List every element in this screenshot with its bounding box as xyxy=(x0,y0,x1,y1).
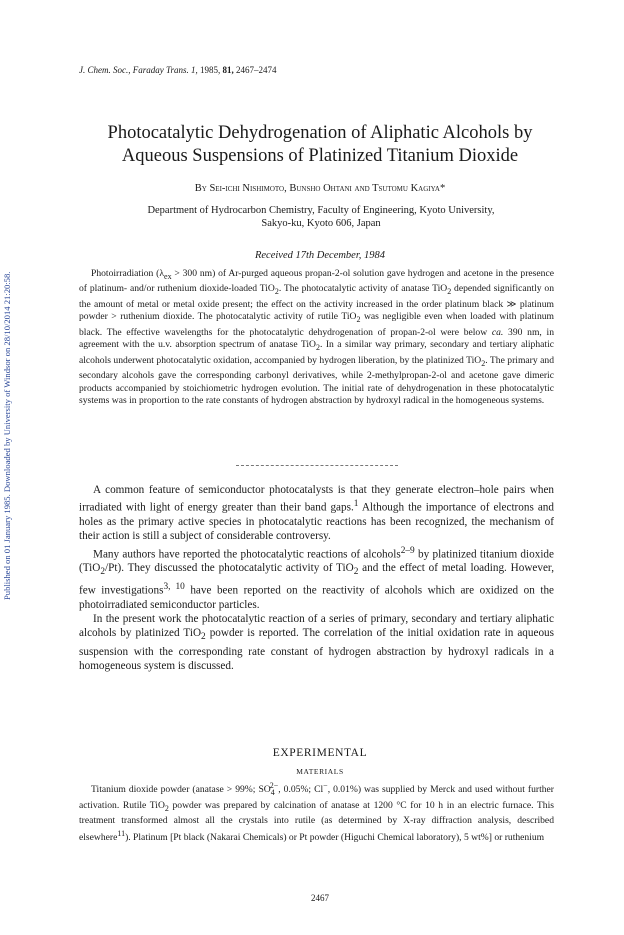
author-list: By Sei-ichi Nishimoto, Bunsho Ohtani and Tsutomu Kagiya* xyxy=(194,183,446,194)
affiliation-line-2: Sakyo-ku, Kyoto 606, Japan xyxy=(261,218,381,229)
journal-volume: 81, xyxy=(222,65,234,75)
download-notice xyxy=(2,150,16,600)
intro-paragraph-1: A common feature of semiconductor photocatalysts is that they generate electron–hole pairs when irradiated with light of energy greater than their band gaps.$^1$ Although the importance of electrons and holes as the primary active species in photocatalytic reactions has been recognized, the mechanism of their action is still a subject of considerable controversy. xyxy=(79,484,554,543)
intro-paragraph-3: In the present work the photocatalytic reaction of a series of primary, secondary and tertiary aliphatic alcohols by platinized TiO$_2$ powder is reported. The correlation of the initial oxidation rate in aqueous suspension with the corresponding rate constant of hydrogen abstraction by hydroxyl radicals in a homogeneous system is discussed. xyxy=(79,613,554,672)
intro-paragraph-2: Many authors have reported the photocatalytic reactions of alcohols$^{2-9}$ by platinized titanium dioxide (TiO$_2$/Pt). They discussed the photocatalytic activity of TiO$_2$ and the effect of metal loading. However, few investigations$^{3, 10}$ have been reported on the reactivity of alcohols which are oxidized on the photoirradiated semiconductor particles. xyxy=(79,545,555,611)
received-date: Received 17th December, 1984 xyxy=(254,250,386,261)
affiliation-line-1: Department of Hydrocarbon Chemistry, Faculty of Engineering, Kyoto University, xyxy=(147,205,495,216)
download-notice-text: Published on 01 January 1985. Downloaded by University of Windsor on 28/10/2014 21:20:58. xyxy=(2,271,12,600)
section-divider xyxy=(236,465,398,466)
title-line-2: Aqueous Suspensions of Platinized Titanium Dioxide xyxy=(121,146,519,166)
journal-name: J. Chem. Soc., Faraday Trans. 1, xyxy=(79,65,198,75)
paper-title xyxy=(40,122,600,168)
journal-pages: 2467–2474 xyxy=(236,65,277,75)
subsection-heading-materials: MATERIALS xyxy=(296,767,344,776)
section-heading-experimental: EXPERIMENTAL xyxy=(272,747,368,759)
page-number: 2467 xyxy=(311,893,329,903)
journal-year: 1985, xyxy=(200,65,221,75)
materials-text xyxy=(79,780,554,844)
abstract xyxy=(79,268,554,408)
journal-citation xyxy=(79,65,277,75)
abstract-paragraph: Photoirradiation ($\lambda_{ex} > 300$ nm) of Ar-purged aqueous propan-2-ol solution gave hydrogen and acetone in the presence of platinum- and/or ruthenium dioxide-loaded TiO$_2$. The photocatalytic activity of anatase TiO$_2$ depended significantly on the amount of metal or metal oxide present; the effect on the activity increased in the order platinum black ≫ platinum powder > ruthenium dioxide. The photocatalytic activity of rutile TiO$_2$ was negligible even when loaded with platinum black. The effective wavelengths for the photocatalytic dehydrogenation of propan-2-ol were below ca. 390 nm, in agreement with the u.v. absorption spectrum of anatase TiO$_2$. In a similar way primary, secondary and tertiary aliphatic alcohols underwent photocatalytic oxidation, accompanied by hydrogen liberation, by the platinized TiO$_2$. The primary and secondary alcohols gave the corresponding carbonyl derivatives, while 2-methylpropan-2-ol and acetone gave dimeric products accompanied by stoichiometric hydrogen evolution. The initial rate of dehydrogenation in these photocatalytic systems was in proportion to the rate constants of hydrogen abstraction by hydroxyl radical in the homogeneous systems. xyxy=(79,268,555,407)
introduction xyxy=(79,483,554,673)
title-line-1: Photocatalytic Dehydrogenation of Aliphatic Alcohols by xyxy=(107,123,533,143)
affiliation xyxy=(86,204,556,230)
materials-paragraph: Titanium dioxide powder (anatase > 99%; $SO_4^{2-}$, 0.05%; Cl−, 0.01%) was supplied by Merck and used without further activation. Rutile TiO$_2$ powder was prepared by calcination of anatase at 1200 °C for 10 h in an electric furnace. This treatment transformed almost all the crystals into rutile (as determined by X-ray diffraction analysis, described elsewhere$^{11}$). Platinum [Pt black (Nakarai Chemicals) or Pt powder (Higuchi Chemical laboratory), 5 wt%] or ruthenium xyxy=(79,781,554,843)
